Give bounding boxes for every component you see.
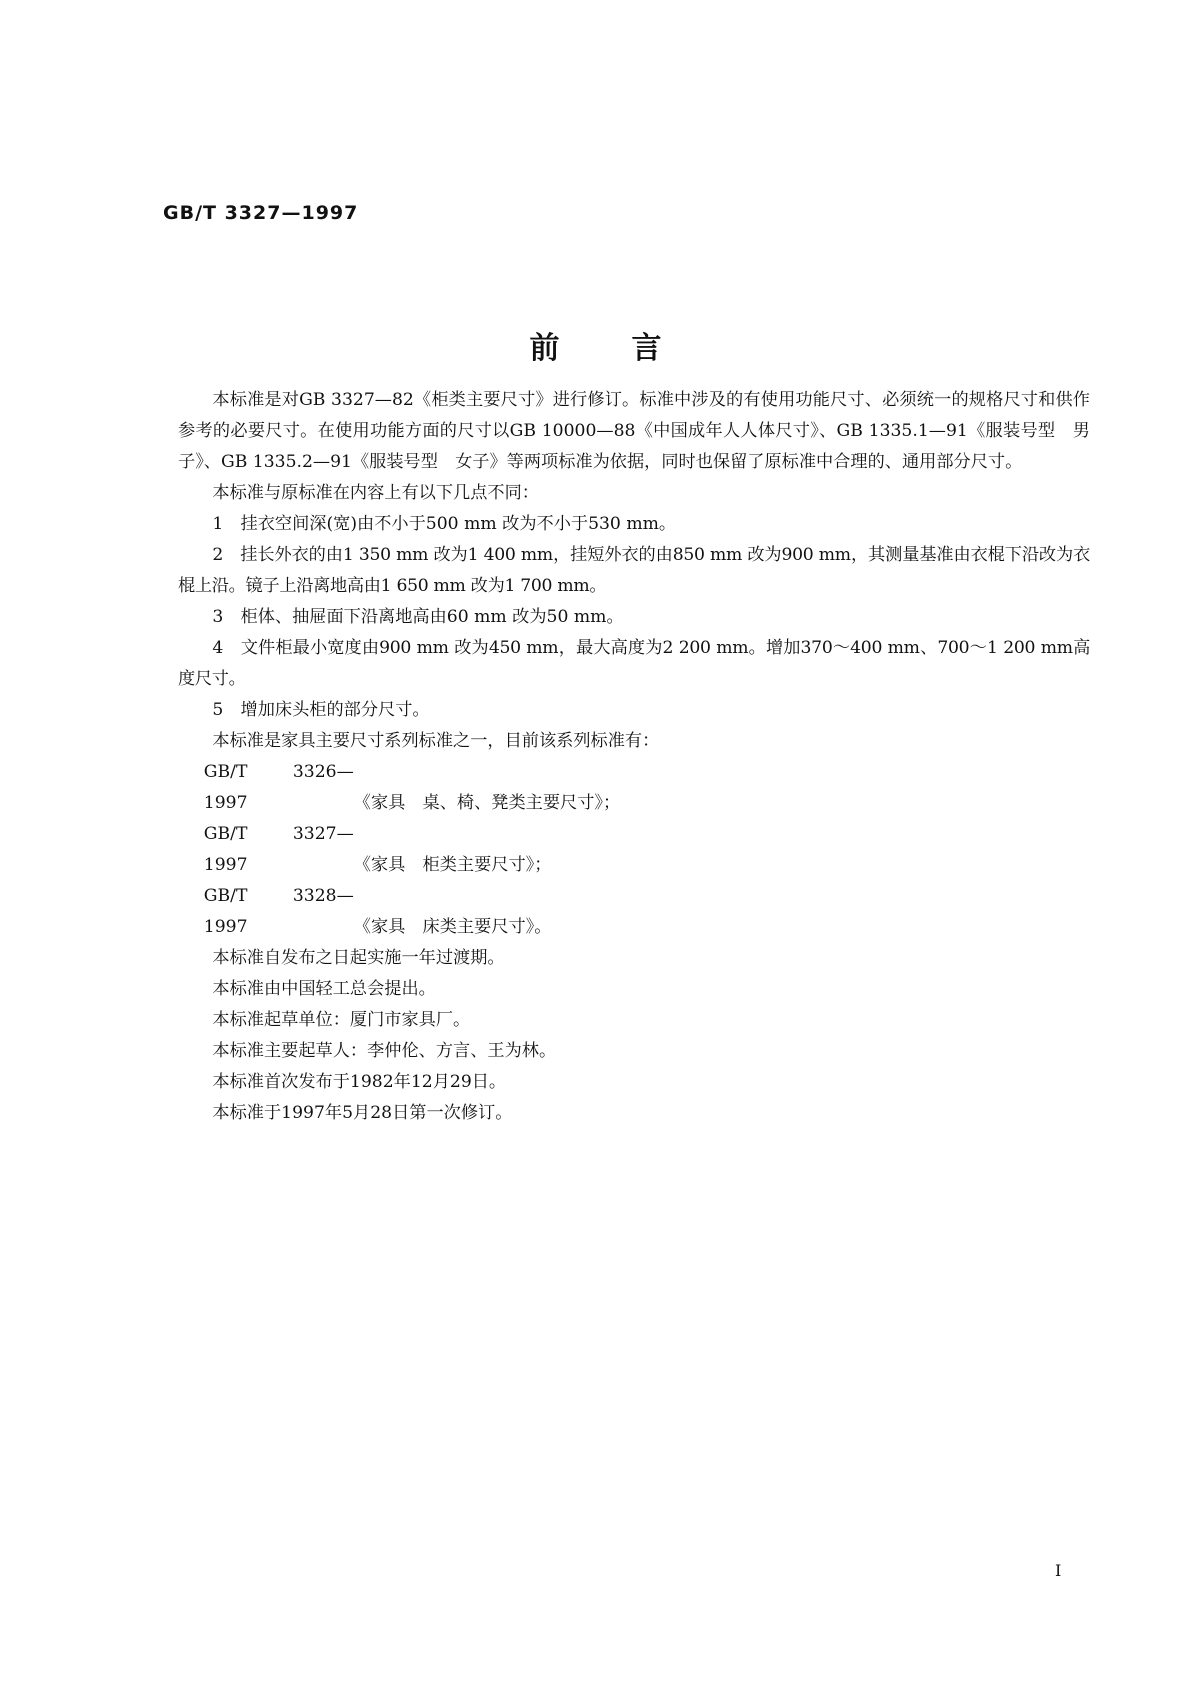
paragraph-first-release: 本标准首次发布于1982年12月29日。	[212, 1072, 507, 1092]
page-number: I	[1055, 1561, 1062, 1580]
series-standard-item	[178, 881, 1090, 943]
paragraph-series-lead: 本标准是家具主要尺寸系列标准之一，目前该系列标准有：	[212, 731, 660, 751]
list-item-1: 1 挂衣空间深(宽)由不小于500 mm 改为不小于530 mm。	[212, 514, 677, 534]
series-standard-name: 《家具 桌、椅、凳类主要尺寸》；	[353, 793, 621, 813]
series-standard-item	[178, 757, 1090, 819]
series-standard-code: GB/T 3327—1997	[203, 824, 354, 875]
paragraph-intro: 本标准是对GB 3327—82《柜类主要尺寸》进行修订。标准中涉及的有使用功能尺寸、必须统一的规格尺寸和供作参考的必要尺寸。在使用功能方面的尺寸以GB 10000—88《中国成年人人体尺寸》、GB 1335.1—91《服装号型 男子》、GB 1335.2—91《服装号型 女子》等两项标准为依据，同时也保留了原标准中合理的、通用部分尺寸。	[178, 390, 1090, 472]
foreword-body	[178, 385, 1090, 1129]
paragraph-drafters: 本标准主要起草人：李仲伦、方言、王为林。	[212, 1041, 557, 1061]
paragraph-proposer: 本标准由中国轻工总会提出。	[212, 979, 436, 999]
series-standard-name: 《家具 床类主要尺寸》。	[353, 917, 552, 937]
paragraph-first-revision: 本标准于1997年5月28日第一次修订。	[212, 1103, 513, 1123]
standard-code-header: GB/T 3327—1997	[163, 202, 359, 224]
list-item-5: 5 增加床头柜的部分尺寸。	[212, 700, 430, 720]
list-item-2: 2 挂长外衣的由1 350 mm 改为1 400 mm，挂短外衣的由850 mm 改为900 mm，其测量基准由衣棍下沿改为衣棍上沿。镜子上沿离地高由1 650 mm 改为1 700 mm。	[178, 545, 1090, 596]
paragraph-differences-lead: 本标准与原标准在内容上有以下几点不同：	[212, 483, 539, 503]
list-item-3: 3 柜体、抽屉面下沿离地高由60 mm 改为50 mm。	[212, 607, 624, 627]
page-title: 前言	[529, 331, 734, 366]
series-standard-item	[178, 819, 1090, 881]
paragraph-drafting-unit: 本标准起草单位：厦门市家具厂。	[212, 1010, 471, 1030]
series-standard-code: GB/T 3326—1997	[203, 762, 354, 813]
paragraph-transition-period: 本标准自发布之日起实施一年过渡期。	[212, 948, 505, 968]
series-standard-code: GB/T 3328—1997	[203, 886, 354, 937]
list-item-4: 4 文件柜最小宽度由900 mm 改为450 mm，最大高度为2 200 mm。增加370～400 mm、700～1 200 mm高度尺寸。	[178, 638, 1090, 689]
series-standard-name: 《家具 柜类主要尺寸》；	[353, 855, 552, 875]
